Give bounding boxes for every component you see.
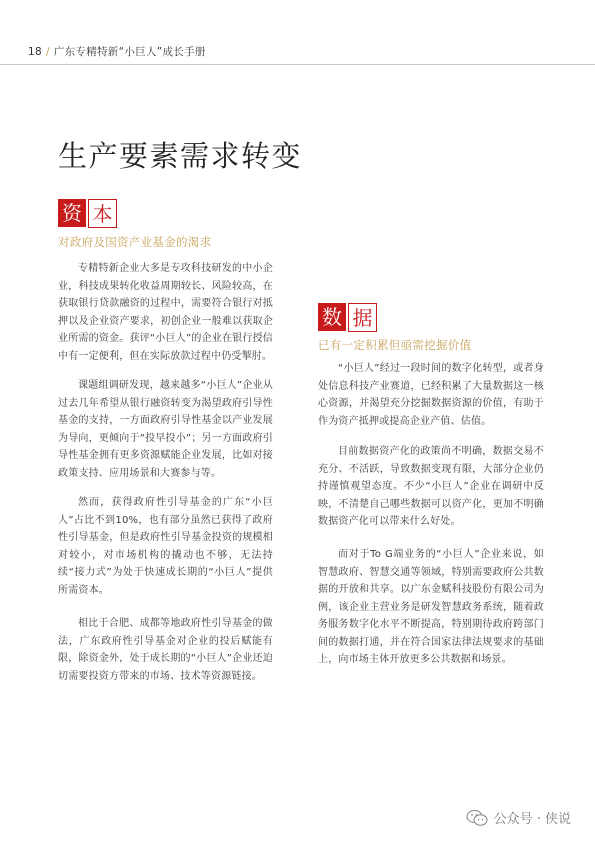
running-header [28, 44, 206, 59]
paragraph: 而对于To G端业务的“小巨人”企业来说，如智慧政府、智慧交通等领域，特别需要政府公共数据的开放和共享。以广东金赋科技股份有限公司为例，该企业主营业务是研发智慧政务系统，随着政务服务数字化水平不断提高，特别期待政府跨部门间的数据打通，并在符合国家法律法规要求的基础上，向市场主体开放更多公共数据和场景。 [318, 549, 544, 665]
heading-char-filled: 数 [318, 303, 346, 331]
paragraph: 相比于合肥、成都等地政府性引导基金的做法，广东政府性引导基金对企业的投后赋能有限，除资金外，处于成长期的“小巨人”企业还迫切需要投资方带来的市场、技术等资源链接。 [58, 618, 273, 682]
heading-char-filled: 资 [58, 199, 86, 227]
page-number: 18 [28, 46, 42, 58]
header-divider [0, 64, 595, 65]
book-title: 广东专精特新“小巨人”成长手册 [53, 46, 206, 58]
heading-char-outlined: 本 [88, 199, 117, 228]
section-subtitle-capital: 对政府及国资产业基金的渴求 [58, 235, 212, 249]
paragraph: 专精特新企业大多是专攻科技研发的中小企业，科技成果转化收益周期较长、风险较高，在获取银行贷款融资的过程中，需要符合银行对抵押以及企业资产要求，初创企业一般难以获取企业所需的资金。获评“小巨人”的企业在银行授信中有一定便利，但在实际放款过程中仍受掣肘。 [58, 263, 273, 362]
heading-char-outlined: 据 [348, 303, 377, 332]
watermark [466, 808, 571, 827]
paragraph: 然而，获得政府性引导基金的广东“小巨人”占比不到10%，也有部分虽然已获得了政府性引导基金，但是政府性引导基金投资的规模相对较小，对市场机构的撬动也不够，无法持续“接力式”为处于快速成长期的“小巨人”提供所需资本。 [58, 497, 273, 596]
paragraph: “小巨人”经过一段时间的数字化转型，或者身处信息科技产业赛道，已经积累了大量数据这一核心资源，并渴望充分挖掘数据资源的价值，有助于作为资产抵押或提高企业产值、估值。 [318, 363, 544, 427]
header-slash: / [45, 46, 50, 58]
section-heading-data [318, 303, 377, 332]
wechat-icon [466, 809, 488, 827]
page-title: 生产要素需求转变 [58, 139, 303, 173]
paragraph: 目前数据资产化的政策尚不明确，数据交易不充分、不活跃，导致数据变现有限，大部分企业仍持谨慎观望态度。不少“小巨人”企业在调研中反映，不清楚自己哪些数据可以资产化，更加不明确数据资产化可以带来什么好处。 [318, 446, 544, 527]
section-subtitle-data: 已有一定积累但亟需挖掘价值 [318, 338, 472, 352]
section-heading-capital [58, 199, 117, 228]
paragraph: 课题组调研发现，越来越多“小巨人”企业从过去几年希望从银行融资转变为渴望政府引导性基金的支持，一方面政府引导性基金以产业发展为导向，更倾向于“投早投小”；另一方面政府引导性基金拥有更多资源赋能企业发展，比如对接政策支持、应用场景和大赛参与等。 [58, 380, 273, 479]
watermark-text: 公众号 · 侠说 [493, 812, 571, 827]
